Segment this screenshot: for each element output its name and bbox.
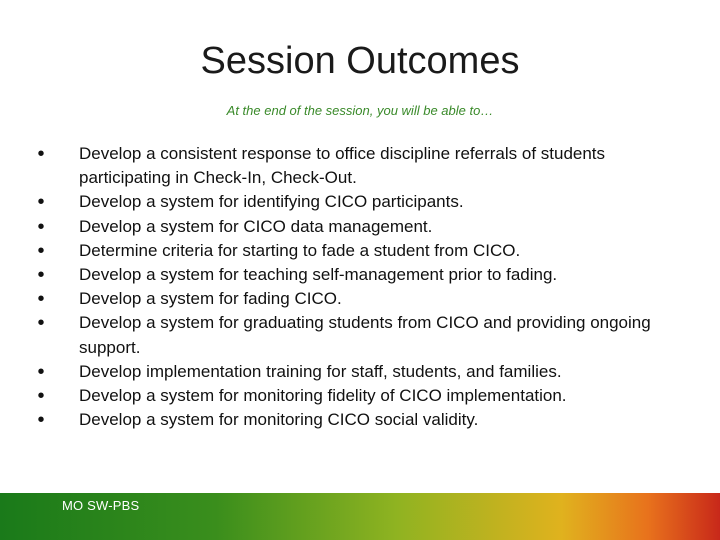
list-item — [34, 360, 694, 384]
bullet-icon: • — [37, 143, 45, 165]
list-item-text: Develop a system for teaching self-management prior to fading. — [79, 265, 558, 285]
list-item — [34, 384, 694, 408]
bullet-icon: • — [37, 360, 45, 383]
list-item-text: Develop a system for monitoring CICO social validity. — [79, 410, 479, 430]
list-item — [34, 287, 694, 311]
slide-subtitle: At the end of the session, you will be able to… — [226, 103, 494, 118]
bullet-icon: • — [37, 264, 45, 287]
list-item-text: Determine criteria for starting to fade a student from CICO. — [79, 240, 521, 260]
bullet-icon: • — [37, 239, 45, 262]
list-item-text: Develop implementation training for staff, students, and families. — [79, 361, 562, 381]
list-item — [34, 142, 694, 190]
list-item-text: Develop a system for monitoring fidelity of CICO implementation. — [79, 386, 567, 406]
list-item-text: Develop a system for graduating students from CICO and providing ongoing support. — [79, 313, 651, 357]
footer-label: MO SW-PBS — [62, 498, 140, 513]
bullet-icon: • — [37, 215, 45, 238]
slide-title: Session Outcomes — [200, 40, 520, 82]
list-item-text: Develop a system for CICO data management. — [79, 216, 433, 236]
bullet-icon: • — [37, 409, 45, 432]
list-item-text: Develop a consistent response to office discipline referrals of students participating in Check-In, Check-Out. — [79, 144, 606, 188]
list-item — [34, 311, 694, 359]
outcomes-list — [34, 142, 694, 432]
bullet-icon: • — [37, 191, 45, 214]
bullet-icon: • — [37, 385, 45, 408]
list-item — [34, 408, 694, 432]
list-item — [34, 263, 694, 287]
list-item — [34, 190, 694, 214]
bullet-icon: • — [37, 288, 45, 311]
bullet-icon: • — [37, 312, 45, 335]
list-item-text: Develop a system for identifying CICO participants. — [79, 192, 464, 212]
list-item — [34, 239, 694, 263]
list-item-text: Develop a system for fading CICO. — [79, 289, 342, 309]
list-item — [34, 215, 694, 239]
